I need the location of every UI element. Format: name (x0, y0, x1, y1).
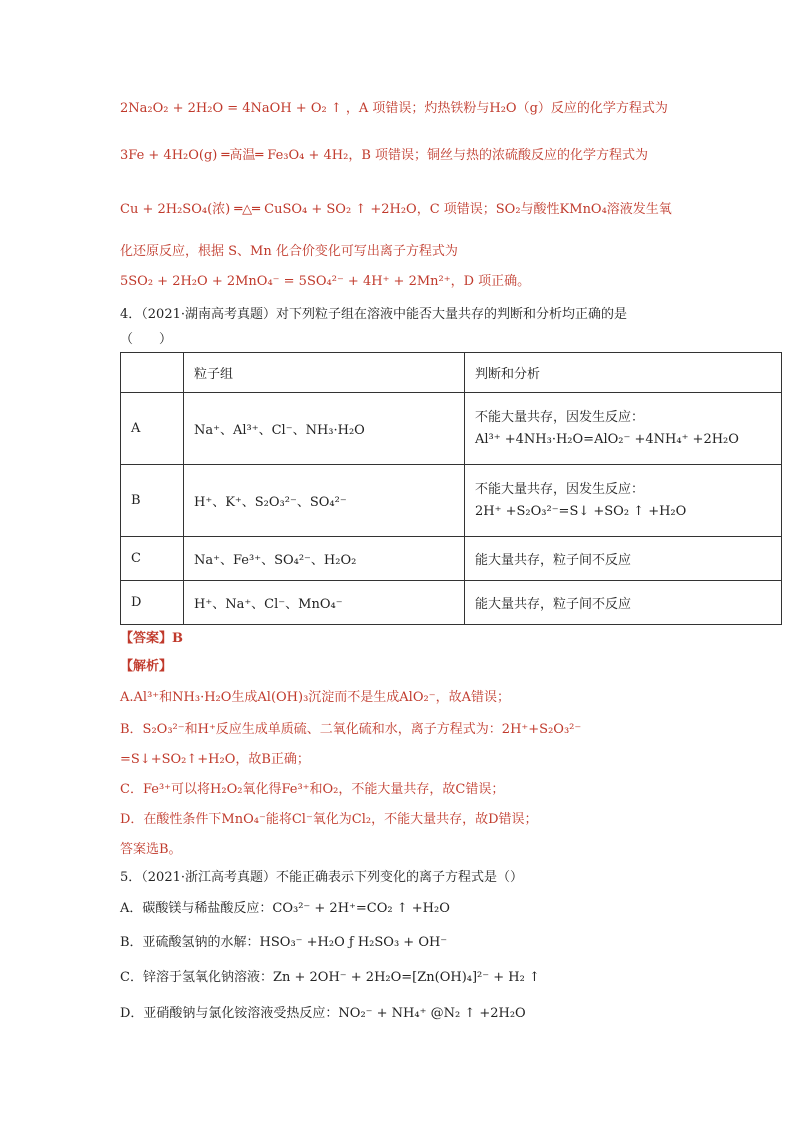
q3-line2-text: ，B 项错误；铜丝与热的浓硫酸反应的化学方程式为 (348, 148, 649, 163)
q4-analysis-b2: =S↓+SO₂↑+H₂O，故B正确； (120, 752, 310, 767)
table-header-judge: 判断和分析 (465, 353, 782, 393)
row-ions: H⁺、Na⁺、Cl⁻、MnO₄⁻ (184, 581, 465, 625)
row-label: B (121, 465, 184, 537)
q5-option-a: A．碳酸镁与稀盐酸反应：CO₃²⁻ + 2H⁺=CO₂ ↑ +H₂O (120, 901, 450, 916)
row-judge (465, 393, 782, 465)
table-header-ions: 粒子组 (184, 353, 465, 393)
q3-eq-cu-h2so4: Cu + 2H₂SO₄(浓) ═△═ CuSO₄ + SO₂ ↑ +2H₂O (120, 202, 417, 217)
q5-option-d: D．亚硝酸钠与氯化铵溶液受热反应：NO₂⁻ + NH₄⁺ @N₂ ↑ +2H₂O (120, 1006, 526, 1021)
row-ions: Na⁺、Fe³⁺、SO₄²⁻、H₂O₂ (184, 537, 465, 581)
table-row (121, 537, 782, 581)
q3-eq-fe-steam: 3Fe + 4H₂O(g) ═高温═ Fe₃O₄ + 4H₂ (120, 148, 349, 163)
q4-stem: 4．（2021·湖南高考真题）对下列粒子组在溶液中能否大量共存的判断和分析均正确的是 (120, 307, 627, 322)
q4-analysis-b: B．S₂O₃²⁻和H⁺反应生成单质硫、二氧化硫和水，离子方程式为：2H⁺+S₂O₃²⁻ (120, 722, 582, 737)
q4-paren: （ ） (120, 332, 173, 347)
q5-stem: 5．（2021·浙江高考真题）不能正确表示下列变化的离子方程式是（） (120, 870, 523, 885)
q4-analysis-c: C．Fe³⁺可以将H₂O₂氧化得Fe³⁺和O₂，不能大量共存，故C错误； (120, 782, 505, 797)
q3-explain-line3 (120, 198, 672, 217)
q3-explain-line5: 5SO₂ + 2H₂O + 2MnO₄⁻ = 5SO₄²⁻ + 4H⁺ + 2Mn²⁺，D 项正确。 (120, 274, 531, 289)
q4-analysis-title: 【解析】 (120, 659, 173, 674)
q5-option-b: B．亚硫酸氢钠的水解：HSO₃⁻ +H₂O ƒ H₂SO₃ + OH⁻ (120, 935, 448, 950)
q3-explain-line4: 化还原反应，根据 S、Mn 化合价变化可写出离子方程式为 (120, 244, 458, 259)
q3-explain-line2 (120, 144, 648, 163)
q3-explain-line1: 2Na₂O₂ + 2H₂O = 4NaOH + O₂ ↑ ，A 项错误；灼热铁粉与H₂O（g）反应的化学方程式为 (120, 101, 668, 116)
table-row (121, 465, 782, 537)
row-judge: 能大量共存，粒子间不反应 (465, 581, 782, 625)
row-judge-eq: 2H⁺ +S₂O₃²⁻=S↓ +SO₂ ↑ +H₂O (475, 503, 687, 519)
q4-answer: 【答案】B (120, 631, 183, 646)
q4-analysis-d: D．在酸性条件下MnO₄⁻能将Cl⁻氧化为Cl₂，不能大量共存，故D错误； (120, 812, 538, 827)
q4-analysis-conclusion: 答案选B。 (120, 842, 182, 857)
q4-table (120, 352, 782, 625)
q3-line3-text: ，C 项错误；SO₂与酸性KMnO₄溶液发生氧 (416, 202, 672, 217)
row-judge (465, 465, 782, 537)
row-judge: 能大量共存，粒子间不反应 (465, 537, 782, 581)
row-judge-text: 不能大量共存，因发生反应： (475, 481, 645, 497)
table-header-row (121, 353, 782, 393)
row-label: A (121, 393, 184, 465)
row-ions: Na⁺、Al³⁺、Cl⁻、NH₃·H₂O (184, 393, 465, 465)
q4-analysis-a: A.Al³⁺和NH₃·H₂O生成Al(OH)₃沉淀而不是生成AlO₂⁻，故A错误； (120, 690, 510, 705)
table-row (121, 581, 782, 625)
row-judge-eq: Al³⁺ +4NH₃·H₂O=AlO₂⁻ +4NH₄⁺ +2H₂O (475, 431, 739, 447)
q5-option-c: C．锌溶于氢氧化钠溶液：Zn + 2OH⁻ + 2H₂O=[Zn(OH)₄]²⁻ + H₂ ↑ (120, 970, 540, 985)
row-judge-text: 不能大量共存，因发生反应： (475, 409, 645, 425)
row-ions: H⁺、K⁺、S₂O₃²⁻、SO₄²⁻ (184, 465, 465, 537)
row-label: D (121, 581, 184, 625)
table-row (121, 393, 782, 465)
table-header-blank (121, 353, 184, 393)
row-label: C (121, 537, 184, 581)
